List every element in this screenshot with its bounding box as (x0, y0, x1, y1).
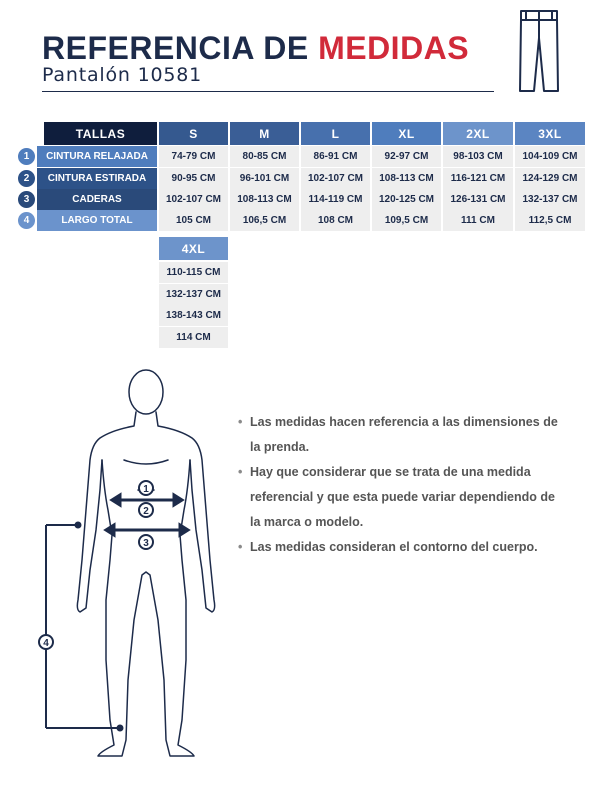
tallas-header: TALLAS (44, 122, 157, 145)
body-marker-2: 2 (143, 506, 149, 517)
size-header-4xl: 4XL (159, 237, 228, 260)
table-cell: 132-137 CM (515, 189, 585, 210)
size-header-2xl: 2XL (443, 122, 513, 145)
page-title (42, 30, 469, 66)
table-cell: 74-79 CM (159, 146, 228, 167)
table-cell: 114 CM (159, 327, 228, 348)
bullet-icon: • (238, 415, 243, 429)
row-label-largo-total: LARGO TOTAL (37, 210, 157, 231)
body-marker-3: 3 (143, 538, 149, 549)
title-part-1: REFERENCIA DE (42, 30, 309, 66)
row-label-cintura-estirada: CINTURA ESTIRADA (37, 168, 157, 189)
notes-list (238, 410, 560, 560)
table-cell: 106,5 CM (230, 210, 299, 231)
table-cell: 105 CM (159, 210, 228, 231)
title-part-2: MEDIDAS (318, 30, 470, 66)
size-header-s: S (159, 122, 228, 145)
table-cell: 98-103 CM (443, 146, 513, 167)
table-cell: 110-115 CM (159, 262, 228, 283)
bullet-icon: • (238, 540, 243, 554)
table-cell: 138-143 CM (159, 305, 228, 326)
table-cell: 109,5 CM (372, 210, 441, 231)
row-number-3: 3 (17, 190, 36, 209)
table-cell: 124-129 CM (515, 168, 585, 189)
header-divider (42, 91, 494, 92)
size-header-xl: XL (372, 122, 441, 145)
size-header-m: M (230, 122, 299, 145)
table-cell: 108 CM (301, 210, 370, 231)
table-cell: 108-113 CM (230, 189, 299, 210)
table-cell: 126-131 CM (443, 189, 513, 210)
table-cell: 90-95 CM (159, 168, 228, 189)
row-number-4: 4 (17, 211, 36, 230)
table-cell: 96-101 CM (230, 168, 299, 189)
row-number-2: 2 (17, 169, 36, 188)
body-figure (0, 360, 243, 780)
note-item: • Las medidas consideran el contorno del cuerpo. (238, 535, 560, 560)
table-cell: 102-107 CM (159, 189, 228, 210)
table-cell: 112,5 CM (515, 210, 585, 231)
pants-icon (517, 8, 561, 94)
table-cell: 92-97 CM (372, 146, 441, 167)
size-header-3xl: 3XL (515, 122, 585, 145)
body-marker-4: 4 (43, 638, 49, 649)
product-subtitle: Pantalón 10581 (42, 64, 203, 86)
table-cell: 108-113 CM (372, 168, 441, 189)
table-cell: 111 CM (443, 210, 513, 231)
row-label-caderas: CADERAS (37, 189, 157, 210)
table-cell: 120-125 CM (372, 189, 441, 210)
table-cell: 102-107 CM (301, 168, 370, 189)
size-header-l: L (301, 122, 370, 145)
body-marker-1: 1 (143, 484, 149, 495)
table-cell: 114-119 CM (301, 189, 370, 210)
row-number-1: 1 (17, 147, 36, 166)
bullet-icon: • (238, 465, 243, 479)
table-cell: 132-137 CM (159, 284, 228, 305)
table-cell: 116-121 CM (443, 168, 513, 189)
table-cell: 80-85 CM (230, 146, 299, 167)
table-cell: 104-109 CM (515, 146, 585, 167)
note-item: • Hay que considerar que se trata de una medida referencial y que esta puede variar dependiendo de la marca o modelo. (238, 460, 560, 535)
table-cell: 86-91 CM (301, 146, 370, 167)
note-item: • Las medidas hacen referencia a las dimensiones de la prenda. (238, 410, 560, 460)
row-label-cintura-relajada: CINTURA RELAJADA (37, 146, 157, 167)
